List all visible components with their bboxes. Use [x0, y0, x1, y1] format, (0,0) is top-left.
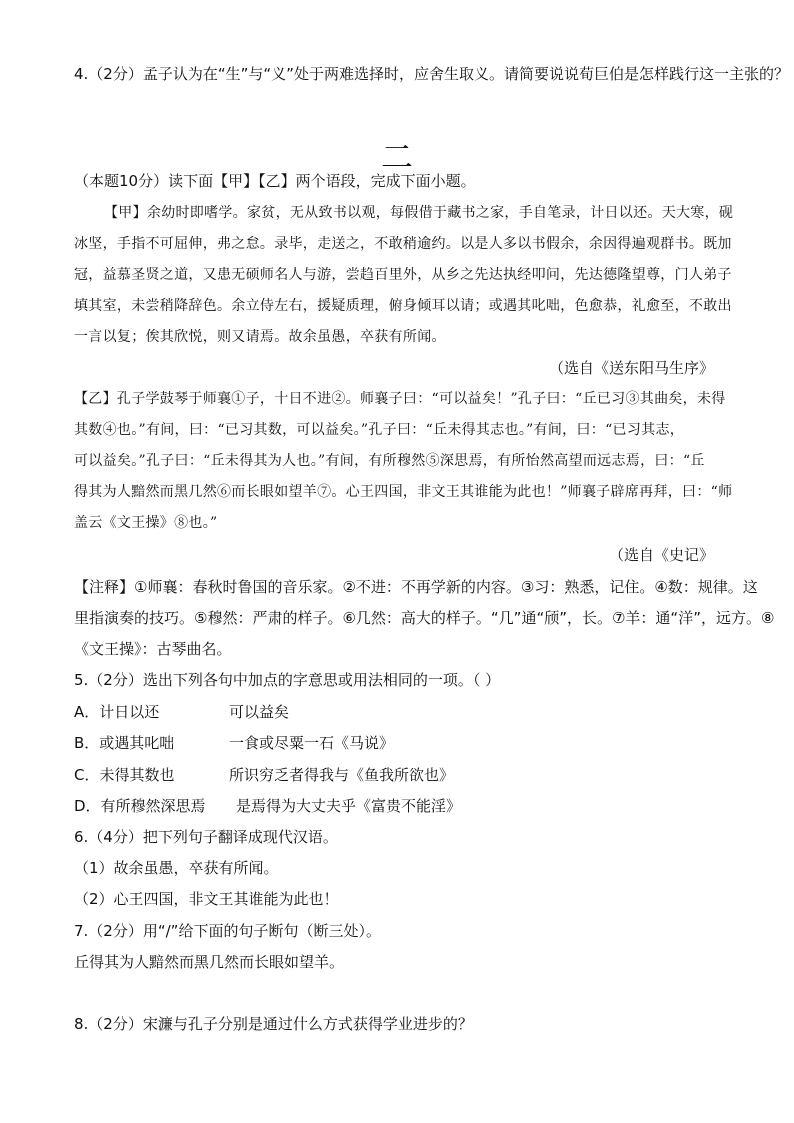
notes-line: 《文王操》：古琴曲名。 — [74, 640, 232, 658]
passage-jia-line: 冠，益慕圣贤之道，又患无硕师名人与游，尝趋百里外，从乡之先达执经叩问，先达德隆望尊，门人弟子 — [74, 267, 732, 283]
question-7-sentence: 丘得其为人黯然而黑几然而长眼如望羊。 — [74, 953, 345, 971]
option-a-left: A．计日以还 — [74, 703, 160, 721]
passage-yi-line: 可以益矣。”孔子曰：“丘未得其为人也。”有间，有所穆然⑤深思焉，有所怡然高望而远志焉，曰：“丘 — [74, 453, 705, 469]
section-title: 二 — [380, 138, 413, 176]
option-c-left: C．未得其数也 — [74, 766, 175, 784]
passage-yi-line: 其数④也。”有间，曰：“已习其数，可以益矣。”孔子曰：“丘未得其志也。”有间，曰：“已习其志， — [74, 422, 685, 438]
question-6-part-2: （2）心王四国，非文王其谁能为此也！ — [74, 890, 339, 908]
passage-jia-line: 冰坚，手指不可屈伸，弗之怠。录毕，走送之，不敢稍逾约。以是人多以书假余，余因得遍观群书。既加 — [74, 236, 732, 252]
option-a — [74, 702, 734, 722]
section-intro: （本题10分）读下面【甲】【乙】两个语段，完成下面小题。 — [74, 172, 476, 190]
passage-jia-source: （选自《送东阳马生序》 — [548, 359, 714, 377]
option-d-left: D．有所穆然深思焉 — [74, 797, 206, 815]
passage-yi-line: 得其为人黯然而黑几然⑥而长眼如望羊⑦。心王四国，非文王其谁能为此也！”师襄子辟席再拜，曰：“师 — [74, 484, 733, 500]
option-a-right: 可以益矣 — [229, 703, 290, 721]
question-6: 6.（4分）把下列句子翻译成现代汉语。 — [74, 828, 338, 846]
question-7: 7.（2分）用“/”给下面的句子断句（断三处）。 — [74, 922, 381, 940]
passage-jia-line: 填其室，未尝稍降辞色。余立侍左右，援疑质理，俯身倾耳以请；或遇其叱咄，色愈恭，礼愈至，不敢出 — [74, 298, 732, 314]
option-b-left: B．或遇其叱咄 — [74, 734, 175, 752]
passage-yi-line: 【乙】孔子学鼓琴于师襄①子，十日不进②。师襄子曰：“可以益矣！”孔子曰：“丘已习③其曲矣，未得 — [74, 391, 726, 407]
option-b-right: 一食或尽粟一石《马说》 — [229, 734, 395, 752]
option-b — [74, 733, 734, 753]
passage-yi-source: （选自《史记》 — [608, 546, 714, 564]
passage-jia-line: 一言以复；俟其欣悦，则又请焉。故余虽愚，卒获有所闻。 — [74, 329, 446, 345]
option-d-right: 是焉得为大丈夫乎《富贵不能淫》 — [236, 797, 462, 815]
question-4: 4.（2分）孟子认为在“生”与“义”处于两难选择时，应舍生取义。请简要说说荀巨伯是怎样践行这一主张的？ — [74, 65, 789, 83]
question-6-part-1: （1）故余虽愚，卒获有所闻。 — [74, 859, 279, 877]
notes-line: 里指演奏的技巧。⑤穆然：严肃的样子。⑥几然：高大的样子。“几”通“颀”，长。⑦羊：通“洋”，远方。⑧ — [74, 609, 775, 627]
passage-jia-line: 【甲】余幼时即嗜学。家贫，无从致书以观，每假借于藏书之家，手自笔录，计日以还。天大寒，砚 — [104, 205, 734, 221]
passage-yi-line: 盖云《文王操》⑧也。” — [74, 515, 218, 531]
question-8: 8.（2分）宋濂与孔子分别是通过什么方式获得学业进步的？ — [74, 1015, 473, 1033]
notes-line: 【注释】①师襄：春秋时鲁国的音乐家。②不进：不再学新的内容。③习：熟悉，记住。④数：规律。这 — [74, 578, 758, 596]
question-5: 5.（2分）选出下列各句中加点的字意思或用法相同的一项。（ ） — [74, 671, 501, 689]
option-c-right: 所识穷乏者得我与《鱼我所欲也》 — [229, 766, 455, 784]
